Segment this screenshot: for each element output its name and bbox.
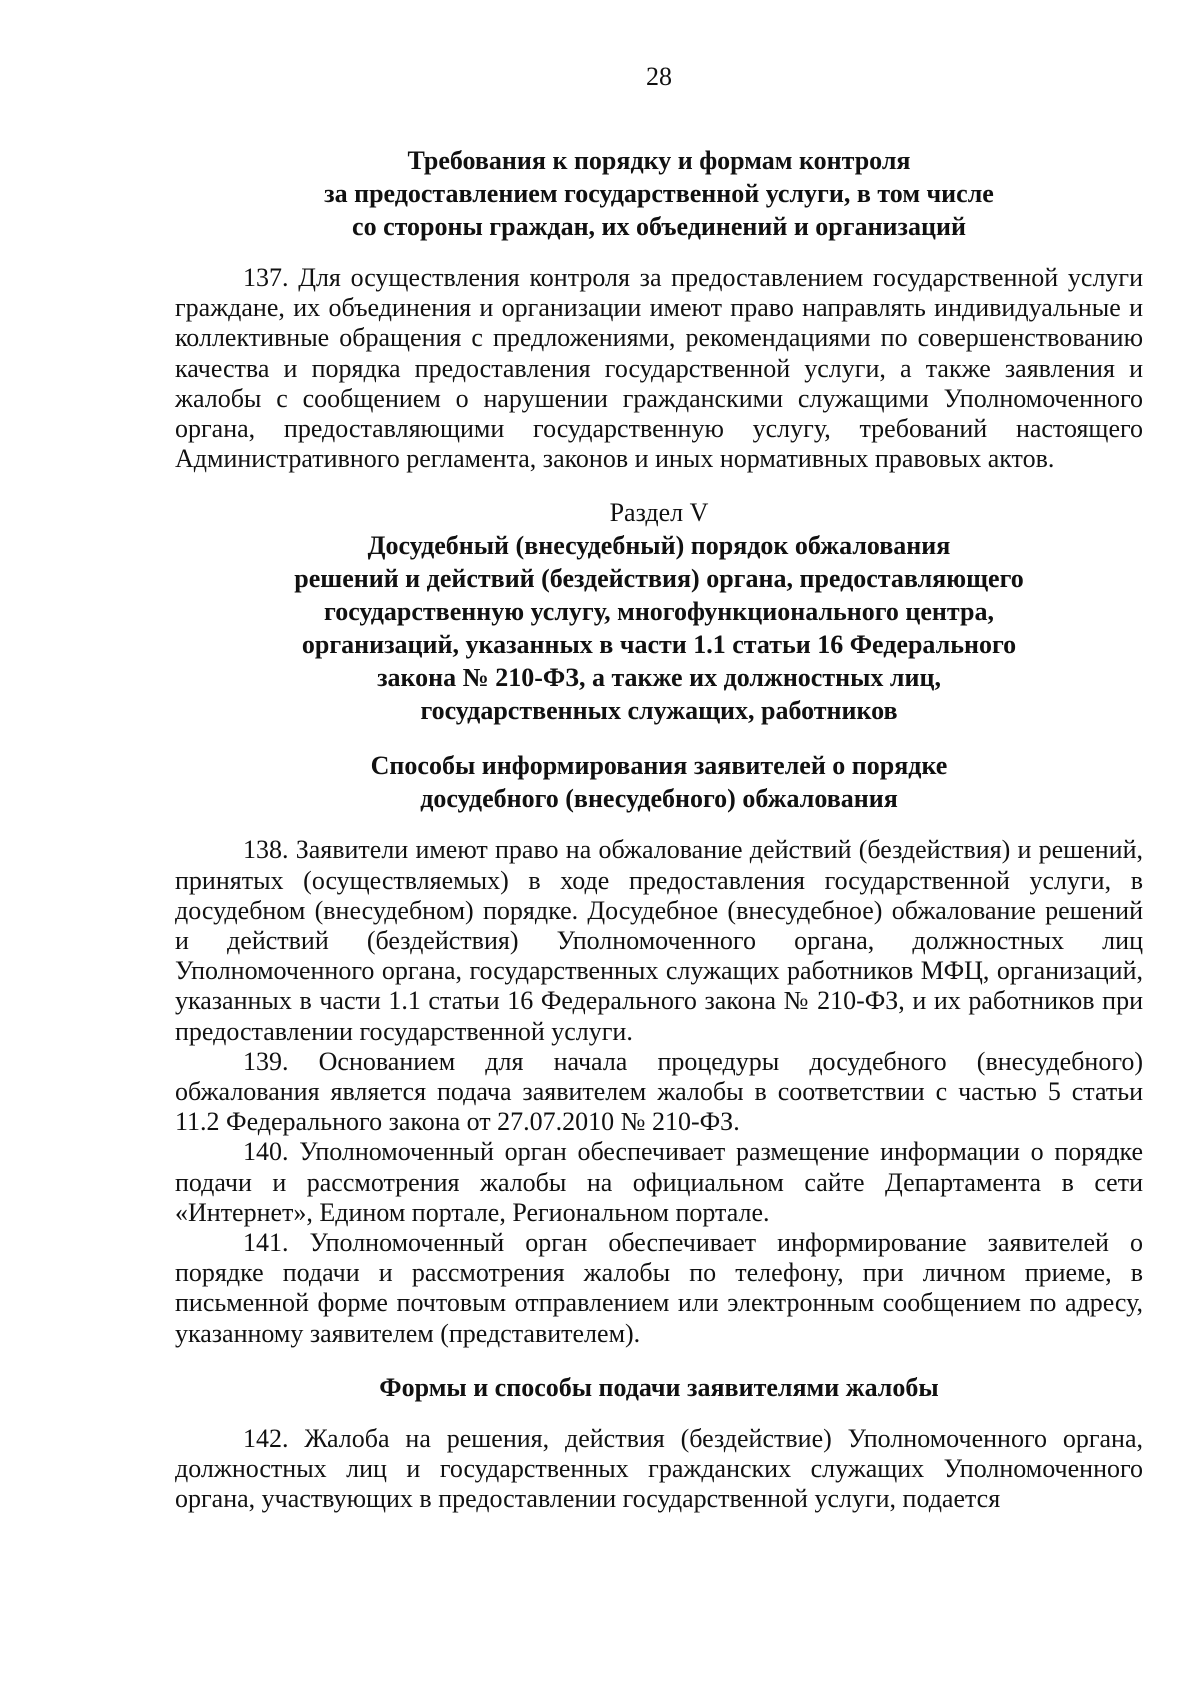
heading-line: организаций, указанных в части 1.1 статьи 16 Федерального xyxy=(301,630,1017,660)
heading-line: государственных служащих, работников xyxy=(420,696,898,726)
heading-line: со стороны граждан, их объединений и организаций xyxy=(352,212,966,241)
heading-control-requirements xyxy=(175,144,1143,243)
heading-informing-methods xyxy=(175,749,1143,815)
heading-complaint-forms: Формы и способы подачи заявителями жалобы xyxy=(379,1372,939,1402)
heading-appeal-procedure xyxy=(175,529,1143,727)
heading-line: Способы информирования заявителей о порядке xyxy=(370,751,948,781)
paragraph-142: 142. Жалоба на решения, действия (бездействие) Уполномоченного органа, должностных лиц и государственных гражданских служащих Уполномоченного органа, участвующих в предоставлении государственной услуги, подается xyxy=(175,1423,1143,1514)
heading-line: закона № 210-ФЗ, а также их должностных лиц, xyxy=(377,663,941,693)
heading-line: государственную услугу, многофункционального центра, xyxy=(324,597,994,627)
paragraph-140: 140. Уполномоченный орган обеспечивает размещение информации о порядке подачи и рассмотрения жалобы на официальном сайте Департамента в сети «Интернет», Едином портале, Региональном портале. xyxy=(175,1137,1143,1227)
paragraph-139: 139. Основанием для начала процедуры досудебного (внесудебного) обжалования является подача заявителем жалобы в соответствии с частью 5 статьи 11.2 Федерального закона от 27.07.2010 № 210-ФЗ. xyxy=(175,1046,1143,1137)
paragraph-137: 137. Для осуществления контроля за предоставлением государственной услуги граждане, их объединения и организации имеют право направлять индивидуальные и коллективные обращения с предложениями, рекомендациями по совершенствованию качества и порядка предоставления государственной услуги, а также заявления и жалобы с сообщением о нарушении гражданскими служащими Уполномоченного органа, предоставляющими государственную услугу, требований настоящего Административного регламента, законов и иных нормативных правовых актов. xyxy=(175,263,1143,474)
section-label: Раздел V xyxy=(609,498,709,528)
page-number: 28 xyxy=(646,62,672,91)
heading-line: за предоставлением государственной услуги, в том числе xyxy=(324,179,994,208)
heading-line: Требования к порядку и формам контроля xyxy=(407,146,911,175)
document-page xyxy=(175,62,1143,1514)
heading-line: досудебного (внесудебного) обжалования xyxy=(420,784,898,814)
heading-line: решений и действий (бездействия) органа, предоставляющего xyxy=(294,564,1024,594)
paragraph-138: 138. Заявители имеют право на обжалование действий (бездействия) и решений, принятых (осуществляемых) в ходе предоставления государственной услуги, в досудебном (внесудебном) порядке. Досудебное (внесудебное) обжалование решений и действий (бездействия) Уполномоченного органа, должностных лиц Уполномоченного органа, государственных служащих работников МФЦ, организаций, указанных в части 1.1 статьи 16 Федерального закона № 210-ФЗ, и их работников при предоставлении государственной услуги. xyxy=(175,835,1143,1046)
paragraph-141: 141. Уполномоченный орган обеспечивает информирование заявителей о порядке подачи и рассмотрения жалобы по телефону, при личном приеме, в письменной форме почтовым отправлением или электронным сообщением по адресу, указанному заявителем (представителем). xyxy=(175,1228,1143,1348)
heading-line: Досудебный (внесудебный) порядок обжалования xyxy=(367,531,951,561)
